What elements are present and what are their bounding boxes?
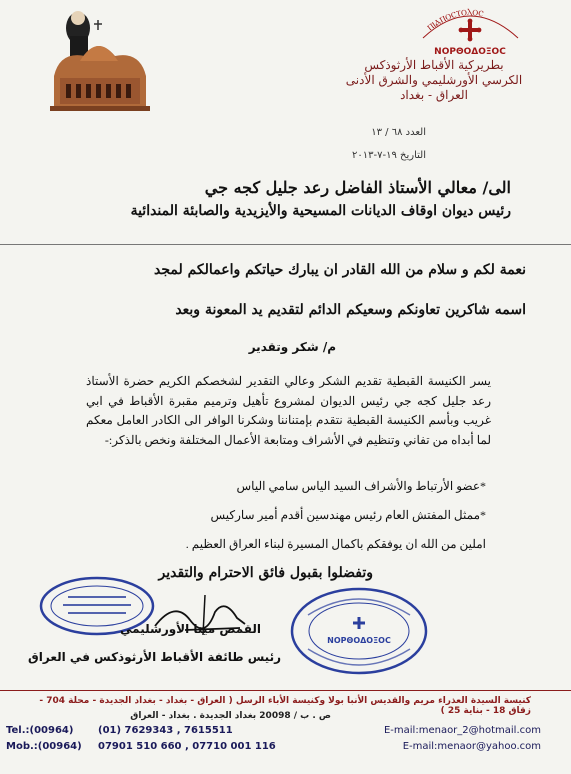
- greeting-line-2: اسمه شاكرين تعاونكم وسعيكم الدائم لتقديم يد المعونة وبعد: [175, 302, 526, 318]
- reference-number: العدد ٦٨ / ١٣: [371, 127, 426, 138]
- bullet-item: *ممثل المفتش العام رئيس مهندسين أقدم أمير ساركيس: [210, 508, 486, 522]
- org-line-1: بطريركية الأقباط الأرثوذكس: [364, 58, 504, 72]
- organization-heading: [339, 58, 529, 103]
- svg-text:ΝΟΡΘΟΔΟΞΟϹ: ΝΟΡΘΟΔΟΞΟϹ: [434, 47, 506, 57]
- signatory-name: القمص مينا الأورشليمي: [120, 622, 261, 636]
- bullet-item: *عضو الأرتباط والأشراف السيد الياس سامي الياس: [236, 479, 486, 493]
- footer-divider: [0, 690, 571, 691]
- coptic-emblem-icon: [418, 4, 523, 60]
- mob-numbers: 07901 510 660 , 07710 001 116: [98, 741, 276, 752]
- church-logo-icon: [40, 6, 156, 114]
- svg-text:ⲠⲒⲀⲠⲞⲤⲦⲞⲖⲞⲤ: ⲠⲒⲀⲠⲞⲤⲦⲞⲖⲞⲤ: [425, 7, 485, 33]
- closing-regards: وتفضلوا بقبول فائق الاحترام والتقدير: [158, 565, 373, 581]
- stamp-right-icon: [288, 585, 430, 677]
- greeting-line-1: نعمة لكم و سلام من الله القادر ان يبارك حياتكم واعمالكم لمجد: [153, 262, 526, 278]
- closing-wish: املين من الله ان يوفقكم باكمال المسيرة لبناء العراق العظيم .: [185, 537, 486, 551]
- mob-label: Mob.:(00964): [6, 741, 82, 752]
- email-link[interactable]: E-mail:menaor_2@hotmail.com: [383, 725, 541, 736]
- signatory-title: رئيس طائفة الأقباط الأرثوذكس في العراق: [28, 650, 281, 664]
- tel-numbers: (01) 7629343 , 7615511: [98, 725, 233, 736]
- recipient-line: الى/ معالي الأستاذ الفاضل رعد جليل كجه جي: [204, 178, 511, 197]
- footer-po-box: ص . ب / 20098 بغداد الجديدة . بغداد - العراق: [130, 711, 331, 721]
- org-line-2: الكرسي الأورشليمي والشرق الأدنى: [345, 73, 523, 87]
- email-link[interactable]: E-mail:menaor@yahoo.com: [402, 741, 541, 752]
- org-line-3: العراق - بغداد: [400, 88, 468, 102]
- letter-body: يسر الكنيسة القبطية تقديم الشكر وعالي التقدير لشخصكم الكريم حضرة الأستاذ رعد جليل كجه جي رئيس الديوان لمشروع تأهيل وترميم مقبرة الأقباط في ابي غريب وبأسم الكنيسة القبطية نتقدم بإمتناننا وشكرنا الوافر الى الكادر العامل معكم لما أبداه من تفاني وتنظيم في الأشراف ومتابعة الأعمال المختلفة ونخص بالذكر:-: [86, 374, 491, 447]
- svg-text:ΝΟΡΘΟΔΟΞΟϹ: ΝΟΡΘΟΔΟΞΟϹ: [327, 636, 391, 645]
- tel-label: Tel.:(00964): [6, 725, 74, 736]
- recipient-title-line: رئيس ديوان اوقاف الديانات المسيحية والأيزيدية والصابئة المندائية: [130, 203, 511, 219]
- reference-date: التاريخ ١٩-٧-٢٠١٣: [352, 150, 426, 161]
- divider: [0, 244, 571, 245]
- footer-address: كنيسة السيدة العذراء مريم والقديس الأنبا بولا وكنيسة الأباء الرسل ( العراق - بغداد - بغداد الجديدة - محلة 704 - زقاق 18 - بناية 25 ): [39, 696, 531, 716]
- letter-subject: م/ شكر وتقدير: [248, 340, 336, 354]
